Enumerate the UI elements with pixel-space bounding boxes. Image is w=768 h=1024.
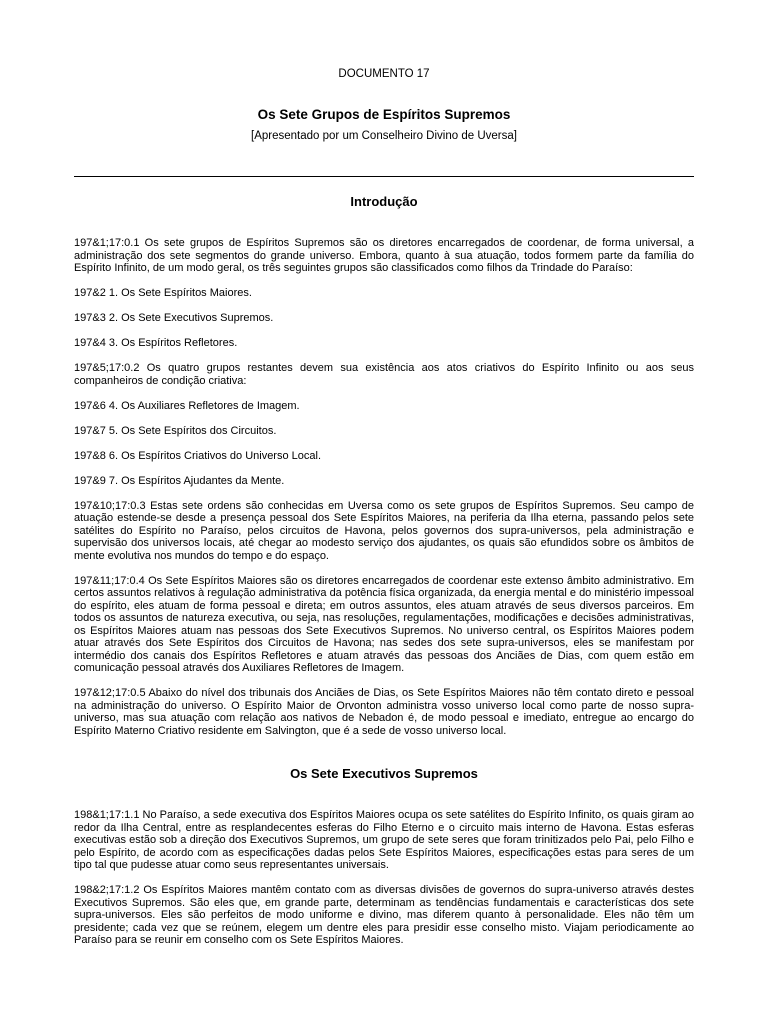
paragraph: 197&5;17:0.2 Os quatro grupos restantes devem sua existência aos atos criativos do Espírito Infinito ou aos seus companheiros de condição criativa: xyxy=(74,362,694,387)
paragraph: 198&1;17:1.1 No Paraíso, a sede executiva dos Espíritos Maiores ocupa os sete satélites do Espírito Infinito, os quais giram ao redor da Ilha Central, entre as resplandecentes esferas do Filho Eterno e o circuito mais interno de Havona. Estas esferas executivas estão sob a direção dos Executivos Supremos, um grupo de sete seres que foram trinitizados pelo Pai, pelo Filho e pelo Espírito, de acordo com as especificações dadas pelos Sete Espíritos Maiores, especificações estas para seres de um tipo tal que pudesse atuar como seus representantes universais. xyxy=(74,809,695,871)
paragraph: 197&12;17:0.5 Abaixo do nível dos tribunais dos Anciães de Dias, os Sete Espíritos Maiores não têm contato direto e pessoal na administração do universo. O Espírito Maior de Orvonton administra vosso universo local como parte de nosso supra-universo, mas sua atuação com relação aos nativos de Nebadon é, de modo pessoal e imediato, entregue ao encargo do Espírito Materno Criativo residente em Salvington, que é a sede de vosso universo local. xyxy=(74,687,694,737)
document-label: DOCUMENTO 17 xyxy=(338,68,430,80)
introduction-heading: Introdução xyxy=(350,194,418,209)
paragraph: 198&2;17:1.2 Os Espíritos Maiores mantêm contato com as diversas divisões de governos do supra-universo através destes Executivos Supremos. São eles que, em grande parte, determinam as tendências fundamentais e características dos sete supra-universos. Eles são perfeitos de modo uniforme e divino, mas diferem quanto à personalidade. Eles não têm um presidente; cada vez que se reúnem, elegem um dentre eles para presidir esse conselho misto. Viajam periodicamente ao Paraíso para se reunir em conselho com os Sete Espíritos Maiores. xyxy=(74,884,694,946)
paragraph: 197&2 1. Os Sete Espíritos Maiores. xyxy=(74,287,252,299)
paragraph: 197&8 6. Os Espíritos Criativos do Universo Local. xyxy=(74,449,322,462)
paragraph: 197&7 5. Os Sete Espíritos dos Circuitos. xyxy=(74,424,277,437)
introduction-body xyxy=(74,237,694,737)
paragraph: 197&11;17:0.4 Os Sete Espíritos Maiores são os diretores encarregados de coordenar este extenso âmbito administrativo. Em certos assuntos relativos à regulação administrativa da potência física organizada, da energia mental e do ministério impessoal do espírito, eles atuam de forma pessoal e direta; em outros assuntos, eles atuam através de seus diversos parceiros. Em todos os assuntos de natureza executiva, ou seja, nas resoluções, regulamentações, modificações e decisões administrativas, os Espíritos Maiores atuam nas pessoas dos Sete Executivos Supremos. No universo central, os Espíritos Maiores podem atuar através dos Sete Espíritos dos Circuitos de Havona; nas sedes dos sete supra-universos, eles se manifestam por intermédio dos canais dos Espíritos Refletores e atuam através das pessoas dos Anciães de Dias, com quem estão em comunicação pessoal através dos Auxiliares Refletores de Imagem. xyxy=(74,574,695,674)
section-heading-executivos: Os Sete Executivos Supremos xyxy=(290,766,478,781)
paragraph: 197&9 7. Os Espíritos Ajudantes da Mente. xyxy=(74,474,285,487)
paragraph: 197&6 4. Os Auxiliares Refletores de Imagem. xyxy=(74,399,300,412)
paragraph: 197&4 3. Os Espíritos Refletores. xyxy=(74,337,238,349)
document-title: Os Sete Grupos de Espíritos Supremos xyxy=(257,107,511,122)
title-divider xyxy=(74,176,694,177)
paragraph: 197&3 2. Os Sete Executivos Supremos. xyxy=(74,312,274,324)
paragraph: 197&1;17:0.1 Os sete grupos de Espíritos Supremos são os diretores encarregados de coordenar, de forma universal, a administração dos sete segmentos do grande universo. Embora, quanto à sua atuação, todos formem parte da família do Espírito Infinito, de um modo geral, os três seguintes grupos são classificados como filhos da Trindade do Paraíso: xyxy=(74,237,694,274)
section-executivos-body xyxy=(74,809,694,947)
document-subtitle: [Apresentado por um Conselheiro Divino de Uversa] xyxy=(251,130,517,142)
paragraph: 197&10;17:0.3 Estas sete ordens são conhecidas em Uversa como os sete grupos de Espíritos Supremos. Seu campo de atuação estende-se desde a presença pessoal dos Sete Espíritos Maiores, na periferia da Ilha eterna, passando pelos sete satélites do Espírito no Paraíso, pelos circuitos de Havona, pelos governos dos supra-universos, pela administração e supervisão dos universos locais, até chegar ao modesto serviço dos ajudantes, os quais são efundidos sobre os âmbitos de mente evolutiva nos mundos do tempo e do espaço. xyxy=(74,499,694,562)
